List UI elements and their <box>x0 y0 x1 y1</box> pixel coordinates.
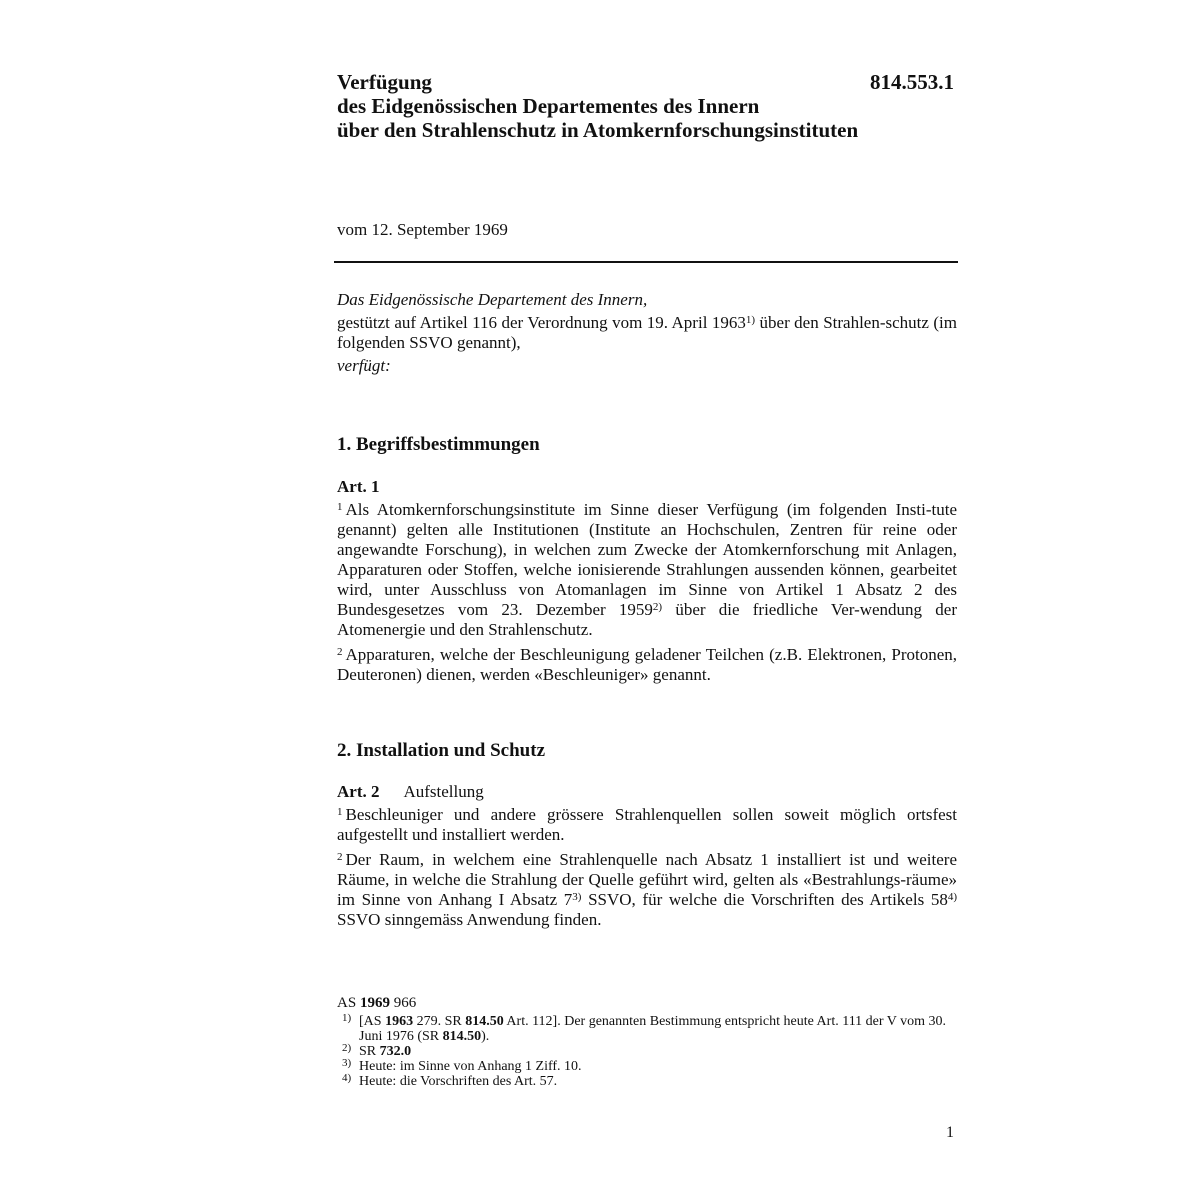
footnote-ref[interactable]: 4) <box>947 891 957 903</box>
footnote-text: SR <box>359 1044 380 1059</box>
footnote-mark: 3) <box>342 1057 352 1069</box>
paragraph-text: Als Atomkernforschungsinstitute im Sinne dieser Verfügung (im folgenden Insti-tute genannt) gelten alle Institutionen (Institute an Hochschulen, Zentren für reine oder angewandte Forschung), in welchen zum Zwecke der Atomkernforschung mit Anlagen, Apparaturen oder Stoffen, welche ionisierende Strahlungen aussenden können, gearbeitet wird, unter Ausschluss von Atomanlagen im Sinne von Artikel 1 Absatz 2 des Bundesgesetzes vom 23. Dezember 1959 <box>337 500 957 619</box>
footnote-ref[interactable]: 2) <box>652 601 663 613</box>
document-title <box>337 70 957 142</box>
footnote-bold: 1963 <box>385 1014 414 1029</box>
paragraph-text: SSVO, für welche die Vorschriften des Artikels 58 <box>581 890 948 909</box>
paragraph-text: Apparaturen, welche der Beschleunigung geladener Teilchen (z.B. Elektronen, Protonen, Deuteronen) dienen, werden «Beschleuniger» genannt. <box>337 645 957 684</box>
footnote-ref[interactable]: 1) <box>745 314 756 326</box>
as-prefix: AS <box>337 995 357 1011</box>
footnote <box>337 1059 957 1074</box>
footnote-text: Heute: im Sinne von Anhang 1 Ziff. 10. <box>359 1059 582 1074</box>
paragraph-number: 2 <box>337 646 343 658</box>
section-heading: 2. Installation und Schutz <box>337 740 546 761</box>
footnote-bold: 814.50 <box>465 1014 504 1029</box>
paragraph-number: 1 <box>337 806 343 818</box>
article-title: Aufstellung <box>403 782 484 801</box>
preamble-basis <box>337 313 957 353</box>
paragraph-number: 1 <box>337 501 343 513</box>
article-number: Art. 2 <box>337 782 380 801</box>
preamble <box>337 290 957 379</box>
article-number: Art. 1 <box>337 477 380 496</box>
footnote-bold: 732.0 <box>379 1044 412 1059</box>
enactment-date: vom 12. September 1969 <box>337 220 508 239</box>
article-paragraph <box>337 645 957 685</box>
page-number: 1 <box>946 1124 954 1141</box>
footnote-text: 279. SR <box>413 1014 466 1029</box>
title-line: Verfügung <box>337 70 432 94</box>
footnote-text: Art. 112]. Der genannten Bestimmung entspricht heute Art. 111 der V vom 30. Juni 1976 (SR <box>359 1014 947 1044</box>
preamble-basis-text: gestützt auf Artikel 116 der Verordnung vom 19. April 1963 <box>337 313 746 332</box>
footnote <box>337 1014 957 1044</box>
article-1 <box>337 477 957 690</box>
paragraph-text: SSVO sinngemäss Anwendung finden. <box>337 910 602 929</box>
article-header <box>337 477 957 497</box>
as-page: 966 <box>393 995 417 1011</box>
section-heading: 1. Begriffsbestimmungen <box>337 434 540 455</box>
as-year: 1969 <box>359 995 390 1011</box>
footnote-text: [AS <box>359 1014 386 1029</box>
footnote-mark: 4) <box>342 1072 352 1084</box>
footnote-text: Heute: die Vorschriften des Art. 57. <box>359 1074 558 1089</box>
official-compilation-ref <box>337 995 957 1011</box>
article-paragraph <box>337 805 957 845</box>
preamble-basis-text: über den Strahlen-schutz (im folgenden SSVO genannt), <box>337 313 958 352</box>
footnote-mark: 2) <box>342 1042 352 1054</box>
title-line: über den Strahlenschutz in Atomkernforschungsinstituten <box>337 118 859 142</box>
footnote-text: ). <box>481 1029 490 1044</box>
footnote <box>337 1044 957 1059</box>
paragraph-text: Der Raum, in welchem eine Strahlenquelle nach Absatz 1 installiert ist und weitere Räume, in welche die Strahlung der Quelle geführt wird, gelten als «Bestrahlungs-räume» im Sinne von Anhang I Absatz 7 <box>337 850 957 909</box>
paragraph-text: über die friedliche Ver-wendung der Atomenergie und den Strahlenschutz. <box>337 600 958 639</box>
sr-number: 814.553.1 <box>870 70 954 94</box>
article-header <box>337 782 957 802</box>
footnote-bold: 814.50 <box>442 1029 482 1044</box>
footnote-mark: 1) <box>342 1012 352 1024</box>
paragraph-text: Beschleuniger und andere grössere Strahlenquellen sollen soweit möglich ortsfest aufgestellt und installiert werden. <box>337 805 957 844</box>
preamble-authority: Das Eidgenössische Departement des Innern, <box>337 290 648 309</box>
paragraph-number: 2 <box>337 851 343 863</box>
footnotes <box>337 995 957 1089</box>
footnote <box>337 1074 957 1089</box>
footnote-ref[interactable]: 3) <box>572 891 582 903</box>
title-block <box>337 70 957 142</box>
article-paragraph <box>337 850 957 930</box>
header-divider <box>334 261 958 263</box>
title-line: des Eidgenössischen Departementes des Innern <box>337 94 760 118</box>
article-2 <box>337 782 957 935</box>
article-paragraph <box>337 500 957 640</box>
preamble-decree: verfügt: <box>337 356 391 375</box>
